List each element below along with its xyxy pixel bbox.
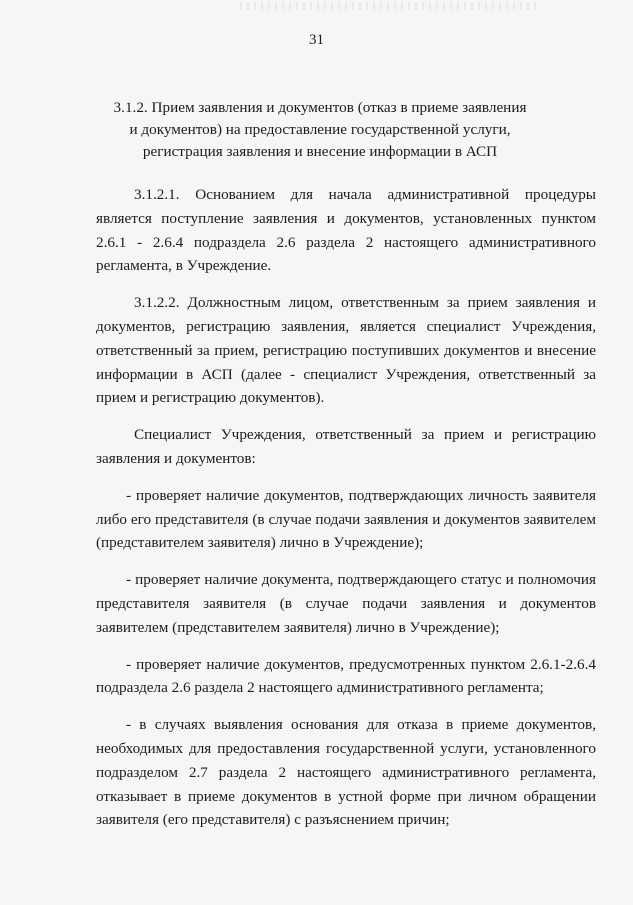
paragraph: 3.1.2.2. Должностным лицом, ответственным за прием заявления и документов, регистрацию заявления, является специалист Учреждения, ответственный за прием, регистрацию поступивших документов и внесение информации в АСП (далее - специалист Учреждения, ответственный за прием и регистрацию документов). bbox=[96, 294, 596, 407]
paragraph: 3.1.2.1. Основанием для начала административной процедуры является поступление заявления и документов, установленных пунктом 2.6.1 - 2.6.4 подраздела 2.6 раздела 2 настоящего административного регламента, в Учреждение. bbox=[96, 186, 596, 275]
paragraph: Специалист Учреждения, ответственный за прием и регистрацию заявления и документов: bbox=[96, 426, 596, 467]
document-body bbox=[96, 183, 596, 845]
page-number: 31 bbox=[309, 32, 324, 48]
section-heading: 3.1.2. Прием заявления и документов (отказ в приеме заявления и документов) на предоставление государственной услуги, регистрация заявления и внесение информации в АСП bbox=[113, 99, 527, 160]
list-item: - в случаях выявления основания для отказа в приеме документов, необходимых для предоставления государственной услуги, установленного подразделом 2.7 раздела 2 настоящего административного регламента, отказывает в приеме документов в устной форме при личном обращении заявителя (его представителя) с разъяснением причин; bbox=[96, 716, 596, 829]
list-item: - проверяет наличие документов, предусмотренных пунктом 2.6.1-2.6.4 подраздела 2.6 раздела 2 настоящего административного регламента; bbox=[96, 655, 596, 697]
scan-artifact bbox=[240, 2, 540, 10]
list-item: - проверяет наличие документа, подтверждающего статус и полномочия представителя заявителя (в случае подачи заявления и документов заявителем (представителем заявителя) лично в Учреждение); bbox=[96, 571, 596, 636]
list-item: - проверяет наличие документов, подтверждающих личность заявителя либо его представителя (в случае подачи заявления и документов заявителем (представителем заявителя) лично в Учреждение); bbox=[96, 486, 596, 552]
